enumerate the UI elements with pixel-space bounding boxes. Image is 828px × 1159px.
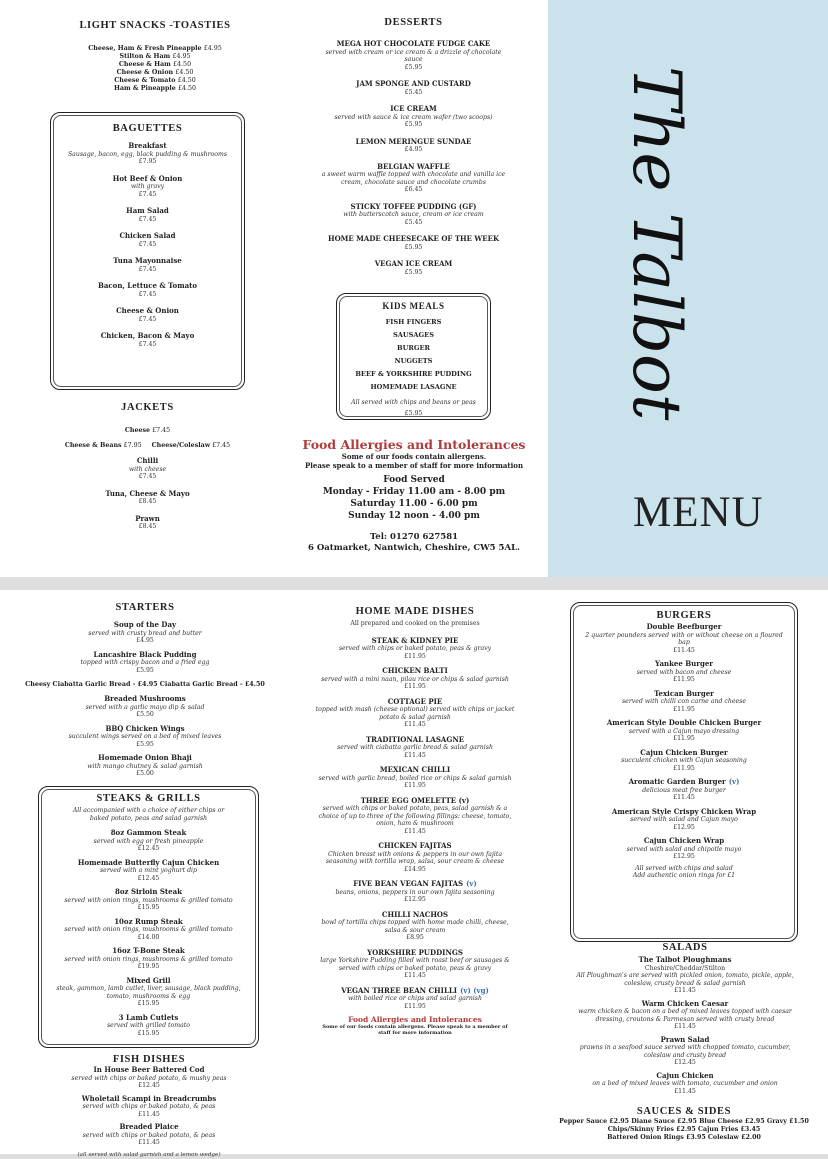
- item-desc: served with onion rings, mushrooms & grilled tomato: [39, 897, 258, 905]
- item-price: £7.45: [51, 266, 244, 274]
- item-desc: All Ploughman's are served with pickled onion, tomato, pickle, apple, coleslaw, crusty bread & salad garnish: [560, 972, 810, 987]
- item-tag: (v) (vg): [460, 986, 489, 995]
- burgers-title: BURGERS: [571, 610, 797, 621]
- menu-item: [306, 203, 521, 227]
- snack-price: £4.95: [172, 53, 190, 60]
- item-price: £11.45: [300, 828, 530, 836]
- menu-item: [300, 911, 530, 942]
- menu-item: [39, 859, 258, 883]
- item-name: JAM SPONGE AND CUSTARD: [306, 80, 521, 89]
- item-price: £5.95: [306, 269, 521, 277]
- menu-item: [306, 163, 521, 194]
- item-price: £8.95: [300, 934, 530, 942]
- item-price: £5.95: [306, 244, 521, 252]
- item-name: Breaded Mushrooms: [30, 695, 260, 704]
- allergy-line2: Please speak to a member of staff for more information: [280, 462, 548, 471]
- menu-item: [40, 1095, 258, 1119]
- item-price: £12.95: [571, 853, 797, 861]
- menu-item: [51, 175, 244, 199]
- fish-section: [40, 1054, 258, 1159]
- item-name: Ham Salad: [51, 207, 244, 216]
- item-desc: on a bed of mixed leaves with tomato, cucumber and onion: [560, 1080, 810, 1088]
- menu-heading: MENU: [633, 488, 764, 537]
- item-name: VEGAN ICE CREAM: [306, 260, 521, 269]
- menu-item: [300, 736, 530, 760]
- item-name: MEXICAN CHILLI: [300, 766, 530, 775]
- item-name: CHICKEN BALTI: [300, 667, 530, 676]
- menu-item: [39, 977, 258, 1008]
- jackets-title: JACKETS: [40, 402, 255, 413]
- item-price: £5.00: [30, 770, 260, 778]
- steaks-intro: All accompanied with a choice of either chips or baked potato, peas and salad garnish: [39, 807, 258, 822]
- item-name: FIVE BEAN VEGAN FAJITAS (v): [300, 880, 530, 889]
- snack-name: Cheese, Ham & Fresh Pineapple: [88, 45, 201, 52]
- item-price: £8.45: [40, 523, 255, 531]
- menu-item: [30, 651, 260, 675]
- item-name: Cheese & Onion: [51, 307, 244, 316]
- item-name: Yankee Burger: [571, 660, 797, 669]
- item-desc: with butterscotch sauce, cream or ice cream: [306, 211, 521, 219]
- item-price: £14.95: [300, 866, 530, 874]
- desserts-title: DESSERTS: [306, 17, 521, 28]
- item-name: Cajun Chicken: [560, 1072, 810, 1081]
- snack-item: [40, 69, 270, 77]
- item-price: £15.95: [39, 1000, 258, 1008]
- item-name: Warm Chicken Caesar: [560, 1000, 810, 1009]
- item-name: BBQ Chicken Wings: [30, 725, 260, 734]
- item-price: £7.45: [51, 316, 244, 324]
- snack-price: £4.50: [178, 85, 196, 92]
- item-price: £11.45: [300, 972, 530, 980]
- menu-item: [51, 232, 244, 248]
- salads-section: [560, 942, 810, 1100]
- menu-item: [560, 1072, 810, 1096]
- item-price: £11.45: [571, 794, 797, 802]
- item-name: Tuna, Cheese & Mayo: [40, 490, 255, 499]
- snack-name: Ham & Pineapple: [114, 85, 176, 92]
- item-desc: served with cream or ice cream & a drizzle of chocolate sauce: [306, 49, 521, 64]
- burgers-note2: Add authentic onion rings for £1: [571, 872, 797, 880]
- item-desc: beans, onions, peppers in our own fajita seasoning: [300, 889, 530, 897]
- snack-price: £4.50: [173, 61, 191, 68]
- item-name: Wholetail Scampi in Breadcrumbs: [40, 1095, 258, 1104]
- menu-item: [571, 660, 797, 684]
- menu-item: [30, 725, 260, 749]
- menu-item: [40, 490, 255, 506]
- item-name: Cajun Chicken Burger: [571, 749, 797, 758]
- item-desc: served with crusty bread and butter: [30, 630, 260, 638]
- ciabatta-line: Cheesy Ciabatta Garlic Bread - £4.95 Ciabatta Garlic Bread - £4.50: [8, 680, 282, 688]
- menu-item: [306, 260, 521, 276]
- item-desc: bowl of tortilla chips topped with home made chilli, cheese, salsa & sour cream: [300, 919, 530, 934]
- item-price: £7.45: [51, 291, 244, 299]
- item-price: £15.95: [39, 904, 258, 912]
- item-price: £12.45: [39, 845, 258, 853]
- item-desc: topped with mash (cheese optional) served with chips or jacket potato & salad garnish: [300, 706, 530, 721]
- hours-saturday: Saturday 11.00 - 6.00 pm: [280, 498, 548, 510]
- item-desc: served with chips or baked potato, peas & gravy: [300, 645, 530, 653]
- menu-item: [39, 918, 258, 942]
- menu-item: [571, 837, 797, 861]
- snack-price: £4.50: [175, 69, 193, 76]
- menu-item: [300, 949, 530, 980]
- menu-page-inside: [0, 590, 828, 1154]
- item-price: £4.95: [306, 146, 521, 154]
- item-price: £11.95: [300, 1003, 530, 1011]
- item-price: £5.45: [306, 89, 521, 97]
- item-name: Aromatic Garden Burger (v): [571, 778, 797, 787]
- item-name: CHICKEN FAJITAS: [300, 842, 530, 851]
- menu-item: [306, 80, 521, 96]
- item-name: Prawn: [40, 515, 255, 524]
- item-name: Prawn Salad: [560, 1036, 810, 1045]
- item-price: £19.95: [39, 963, 258, 971]
- item-name: CHILLI NACHOS: [300, 911, 530, 920]
- item-desc: warm chicken & bacon on a bed of mixed leaves topped with caesar dressing, croutons & Parmesan served with crusty bread: [560, 1008, 810, 1023]
- snack-item: [40, 45, 270, 53]
- item-name: Chicken, Bacon & Mayo: [51, 332, 244, 341]
- kids-item: SAUSAGES: [337, 329, 490, 342]
- menu-item: [39, 1014, 258, 1038]
- item-desc: served with onion rings, mushrooms & grilled tomato: [39, 926, 258, 934]
- hours-sunday: Sunday 12 noon - 4.00 pm: [280, 510, 548, 522]
- item-desc: a sweet warm waffle topped with chocolate and vanilla ice cream, chocolate sauce and chocolate crumbs: [306, 171, 521, 186]
- item-price: £5.45: [306, 219, 521, 227]
- item-price: £11.45: [560, 1023, 810, 1031]
- item-price: £11.45: [571, 647, 797, 655]
- item-tag: (v): [466, 879, 477, 888]
- item-desc: with gravy: [51, 183, 244, 191]
- item-desc: served with chips or baked potato, & peas: [40, 1132, 258, 1140]
- homemade-section: [300, 606, 530, 1036]
- item-name: Hot Beef & Onion: [51, 175, 244, 184]
- menu-item: [51, 282, 244, 298]
- item-price: £11.45: [40, 1111, 258, 1119]
- burgers-box: [570, 602, 798, 942]
- item-name: American Style Crispy Chicken Wrap: [571, 808, 797, 817]
- menu-item: [560, 1036, 810, 1067]
- item-price: £7.45: [51, 241, 244, 249]
- homemade-allergy-title: Food Allergies and Intolerances: [300, 1015, 530, 1024]
- kids-note: All served with chips and beans or peas: [337, 399, 490, 407]
- menu-item: [300, 667, 530, 691]
- item-name: Homemade Onion Bhaji: [30, 754, 260, 763]
- item-name: LEMON MERINGUE SUNDAE: [306, 138, 521, 147]
- item-name: Chilli: [40, 457, 255, 466]
- item-name: ICE CREAM: [306, 105, 521, 114]
- snack-item: [40, 77, 270, 85]
- item-desc: served with salad and Cajun mayo: [571, 816, 797, 824]
- item-price: £11.95: [571, 765, 797, 773]
- item-price: £11.95: [300, 683, 530, 691]
- kids-item: BURGER: [337, 342, 490, 355]
- menu-item: [51, 332, 244, 348]
- item-price: £5.95: [306, 121, 521, 129]
- menu-item: [571, 808, 797, 832]
- item-name: Double Beefburger: [571, 623, 797, 632]
- item-name: Lancashire Black Pudding: [30, 651, 260, 660]
- kids-item: FISH FINGERS: [337, 316, 490, 329]
- item-name: COTTAGE PIE: [300, 698, 530, 707]
- item-price: £12.45: [560, 1059, 810, 1067]
- baguettes-box: [50, 112, 245, 390]
- allergy-line1: Some of our foods contain allergens.: [280, 453, 548, 462]
- item-desc: served with ciabatta garlic bread & salad garnish: [300, 744, 530, 752]
- sauces-section: [550, 1106, 818, 1142]
- item-desc: large Yorkshire Pudding filled with roast beef or sausages & served with chips or baked potato, peas & gravy: [300, 957, 530, 972]
- menu-item: [306, 235, 521, 251]
- item-desc: served with onion rings, mushrooms & grilled tomato: [39, 956, 258, 964]
- menu-item: [571, 623, 797, 654]
- jacket-cheese-beans: Cheese & Beans £7.95: [65, 442, 142, 450]
- snacks-title: LIGHT SNACKS -TOASTIES: [40, 20, 270, 31]
- item-price: £11.45: [300, 752, 530, 760]
- menu-item: [306, 105, 521, 129]
- menu-item: [300, 637, 530, 661]
- item-price: £5.95: [30, 667, 260, 675]
- item-desc: served with a mint yoghurt dip: [39, 867, 258, 875]
- item-price: £5.50: [30, 711, 260, 719]
- sauces-line2: Chips/Skinny Fries £2.95 Cajun Fries £3.45: [550, 1126, 818, 1134]
- item-desc: Sausage, bacon, egg, black pudding & mushrooms: [51, 151, 244, 159]
- item-price: £5.95: [30, 741, 260, 749]
- item-desc: steak, gammon, lamb cutlet, liver, sausage, black pudding, tomato, mushrooms & egg: [39, 985, 258, 1000]
- menu-item: [51, 257, 244, 273]
- menu-item: [571, 778, 797, 802]
- item-desc: served with chips or baked potato, peas, salad garnish & a choice of up to three of the following fillings: cheese, tomato, onion, ham & mushroom: [300, 805, 530, 828]
- item-name: YORKSHIRE PUDDINGS: [300, 949, 530, 958]
- item-price: £12.95: [300, 896, 530, 904]
- item-price: £7.45: [40, 473, 255, 481]
- menu-item: [300, 698, 530, 729]
- hours-title: Food Served: [280, 474, 548, 486]
- item-name: Homemade Butterfly Cajun Chicken: [39, 859, 258, 868]
- menu-item: [30, 695, 260, 719]
- item-name: HOME MADE CHEESECAKE OF THE WEEK: [306, 235, 521, 244]
- desserts-section: [306, 17, 521, 285]
- menu-item: [51, 307, 244, 323]
- item-desc: topped with crispy bacon and a fried egg: [30, 659, 260, 667]
- kids-item: HOMEMADE LASAGNE: [337, 381, 490, 394]
- item-name: 3 Lamb Cutlets: [39, 1014, 258, 1023]
- item-desc: with mango chutney & salad garnish: [30, 763, 260, 771]
- menu-item: [300, 987, 530, 1011]
- item-price: £11.95: [571, 735, 797, 743]
- item-name: Chicken Salad: [51, 232, 244, 241]
- item-name: Breaded Plaice: [40, 1123, 258, 1132]
- item-name: 8oz Sirloin Steak: [39, 888, 258, 897]
- allergy-title: Food Allergies and Intolerances: [280, 437, 548, 453]
- item-price: £12.45: [40, 1082, 258, 1090]
- talbot-logo: [594, 58, 754, 458]
- item-name: Bacon, Lettuce & Tomato: [51, 282, 244, 291]
- menu-item: [571, 719, 797, 743]
- item-name: BELGIAN WAFFLE: [306, 163, 521, 172]
- menu-item: [51, 142, 244, 166]
- snack-item: [40, 53, 270, 61]
- steaks-title: STEAKS & GRILLS: [39, 793, 258, 804]
- telephone: Tel: 01270 627581: [280, 532, 548, 543]
- item-desc: served with egg or fresh pineapple: [39, 838, 258, 846]
- homemade-intro: All prepared and cooked on the premises: [300, 620, 530, 628]
- item-name: TRADITIONAL LASAGNE: [300, 736, 530, 745]
- item-price: £15.95: [39, 1030, 258, 1038]
- menu-item: [40, 515, 255, 531]
- item-desc: Chicken breast with onions & peppers in our own fajita seasoning with tortilla wrap, salsa, sour cream & cheese: [300, 851, 530, 866]
- item-tag: (v): [729, 777, 740, 786]
- kids-price: £5.95: [337, 410, 490, 418]
- item-name: STICKY TOFFEE PUDDING (GF): [306, 203, 521, 212]
- starters-section: [30, 602, 260, 784]
- item-name: Breakfast: [51, 142, 244, 151]
- jacket-cheese-coleslaw: Cheese/Coleslaw £7.45: [152, 442, 231, 450]
- item-desc: served with salad and chipotle mayo: [571, 846, 797, 854]
- item-price: £5.95: [306, 64, 521, 72]
- snack-name: Cheese & Onion: [117, 69, 173, 76]
- item-name: 10oz Rump Steak: [39, 918, 258, 927]
- homemade-title: HOME MADE DISHES: [300, 606, 530, 617]
- kids-item: NUGGETS: [337, 355, 490, 368]
- menu-item: [300, 797, 530, 836]
- menu-item: [571, 749, 797, 773]
- item-price: £6.45: [306, 186, 521, 194]
- item-desc: succulent wings served on a bed of mixed leaves: [30, 733, 260, 741]
- item-desc: served with chips or baked potato, & peas: [40, 1103, 258, 1111]
- item-name: In House Beer Battered Cod: [40, 1066, 258, 1075]
- item-price: £11.95: [571, 706, 797, 714]
- item-desc: prawns in a seafood sauce served with chopped tomato, cucumber, coleslaw and crusty bread: [560, 1044, 810, 1059]
- item-desc: served with chips or baked potato, & mushy peas: [40, 1075, 258, 1083]
- item-price: £11.45: [560, 1088, 810, 1096]
- item-name: Cajun Chicken Wrap: [571, 837, 797, 846]
- kids-title: KIDS MEALS: [337, 301, 490, 311]
- salads-title: SALADS: [560, 942, 810, 953]
- item-price: £12.95: [571, 824, 797, 832]
- item-name: MEGA HOT CHOCOLATE FUDGE CAKE: [306, 40, 521, 49]
- item-desc: served with bacon and cheese: [571, 669, 797, 677]
- address: 6 Oatmarket, Nantwich, Cheshire, CW5 5AL.: [280, 543, 548, 554]
- item-name: 16oz T-Bone Steak: [39, 947, 258, 956]
- steaks-box: [38, 786, 259, 1048]
- item-name: Soup of the Day: [30, 621, 260, 630]
- menu-item: [300, 842, 530, 873]
- snack-price: £4.95: [204, 45, 222, 52]
- menu-item: [40, 1123, 258, 1147]
- menu-item: [40, 457, 255, 481]
- sauces-title: SAUCES & SIDES: [550, 1106, 818, 1117]
- item-name: Texican Burger: [571, 690, 797, 699]
- menu-item: [39, 829, 258, 853]
- menu-item: [300, 880, 530, 904]
- item-name: Mixed Grill: [39, 977, 258, 986]
- item-sub: Cheshire/Cheddar/Stilton: [560, 965, 810, 973]
- item-desc: served with a mini naan, pilau rice or chips & salad garnish: [300, 676, 530, 684]
- item-name: American Style Double Chicken Burger: [571, 719, 797, 728]
- snack-name: Cheese & Ham: [119, 61, 171, 68]
- item-price: £11.95: [571, 676, 797, 684]
- menu-page-front: [0, 0, 828, 577]
- menu-item: [560, 1000, 810, 1031]
- snack-price: £4.50: [178, 77, 196, 84]
- item-name: VEGAN THREE BEAN CHILLI (v) (vg): [300, 987, 530, 996]
- item-desc: served with a Cajun mayo dressing: [571, 728, 797, 736]
- item-price: £7.45: [51, 191, 244, 199]
- item-price: £11.45: [40, 1139, 258, 1147]
- homemade-allergy-text: Some of our foods contain allergens. Please speak to a member of staff for more information: [300, 1024, 530, 1036]
- burgers-note1: All served with chips and salad: [571, 865, 797, 873]
- item-desc: with boiled rice or chips and salad garnish: [300, 995, 530, 1003]
- item-desc: served with sauce & ice cream wafer (two scoops): [306, 114, 521, 122]
- item-desc: delicious meat free burger: [571, 787, 797, 795]
- item-price: £7.95: [51, 158, 244, 166]
- snack-item: [40, 61, 270, 69]
- snack-name: Stilton & Ham: [120, 53, 171, 60]
- sauces-line1: Pepper Sauce £2.95 Diane Sauce £2.95 Blue Cheese £2.95 Gravy £1.50: [550, 1118, 818, 1126]
- item-name: 8oz Gammon Steak: [39, 829, 258, 838]
- item-price: £11.45: [560, 987, 810, 995]
- item-price: £8.45: [40, 498, 255, 506]
- menu-item: [40, 1066, 258, 1090]
- menu-item: [30, 754, 260, 778]
- menu-item: [30, 621, 260, 645]
- hours-weekdays: Monday - Friday 11.00 am - 8.00 pm: [280, 486, 548, 498]
- fish-title: FISH DISHES: [40, 1054, 258, 1065]
- menu-item: [39, 947, 258, 971]
- menu-item: [571, 690, 797, 714]
- item-price: £11.45: [300, 721, 530, 729]
- kids-box: [336, 293, 491, 420]
- info-section: [280, 437, 548, 554]
- item-price: £7.45: [51, 216, 244, 224]
- menu-item: [39, 888, 258, 912]
- sauces-line3: Battered Onion Rings £3.95 Coleslaw £2.00: [550, 1134, 818, 1142]
- item-desc: succulent chicken with Cajun seasoning: [571, 757, 797, 765]
- snack-item: [40, 85, 270, 93]
- snack-name: Cheese & Tomato: [114, 77, 175, 84]
- item-desc: served with a garlic mayo dip & salad: [30, 704, 260, 712]
- baguettes-title: BAGUETTES: [51, 123, 244, 134]
- item-name: STEAK & KIDNEY PIE: [300, 637, 530, 646]
- svg-text:The Talbot: The Talbot: [618, 66, 695, 421]
- fish-note: (all served with salad garnish and a lemon wedge): [40, 1152, 258, 1159]
- kids-item: BEEF & YORKSHIRE PUDDING: [337, 368, 490, 381]
- item-name: THREE EGG OMELETTE (v): [300, 797, 530, 806]
- item-desc: served with chilli con carne and cheese: [571, 698, 797, 706]
- item-name: Tuna Mayonnaise: [51, 257, 244, 266]
- item-price: £12.45: [39, 875, 258, 883]
- item-desc: 2 quarter pounders served with or without cheese on a floured bap: [571, 632, 797, 647]
- starters-title: STARTERS: [30, 602, 260, 613]
- menu-item: [560, 956, 810, 995]
- item-desc: served with grilled tomato: [39, 1022, 258, 1030]
- menu-item: [306, 138, 521, 154]
- menu-item: [51, 207, 244, 223]
- menu-item: [300, 766, 530, 790]
- item-price: £11.95: [300, 782, 530, 790]
- item-desc: served with garlic bread, boiled rice or chips & salad garnish: [300, 775, 530, 783]
- menu-item: [306, 40, 521, 71]
- item-price: £14.00: [39, 934, 258, 942]
- item-price: £4.95: [30, 637, 260, 645]
- item-name: The Talbot Ploughmans: [560, 956, 810, 965]
- jacket-cheese: Cheese £7.45: [40, 427, 255, 435]
- jackets-section: [40, 402, 255, 540]
- item-price: £7.45: [51, 341, 244, 349]
- snacks-section: [40, 20, 270, 93]
- item-price: £11.95: [300, 653, 530, 661]
- item-desc: with cheese: [40, 466, 255, 474]
